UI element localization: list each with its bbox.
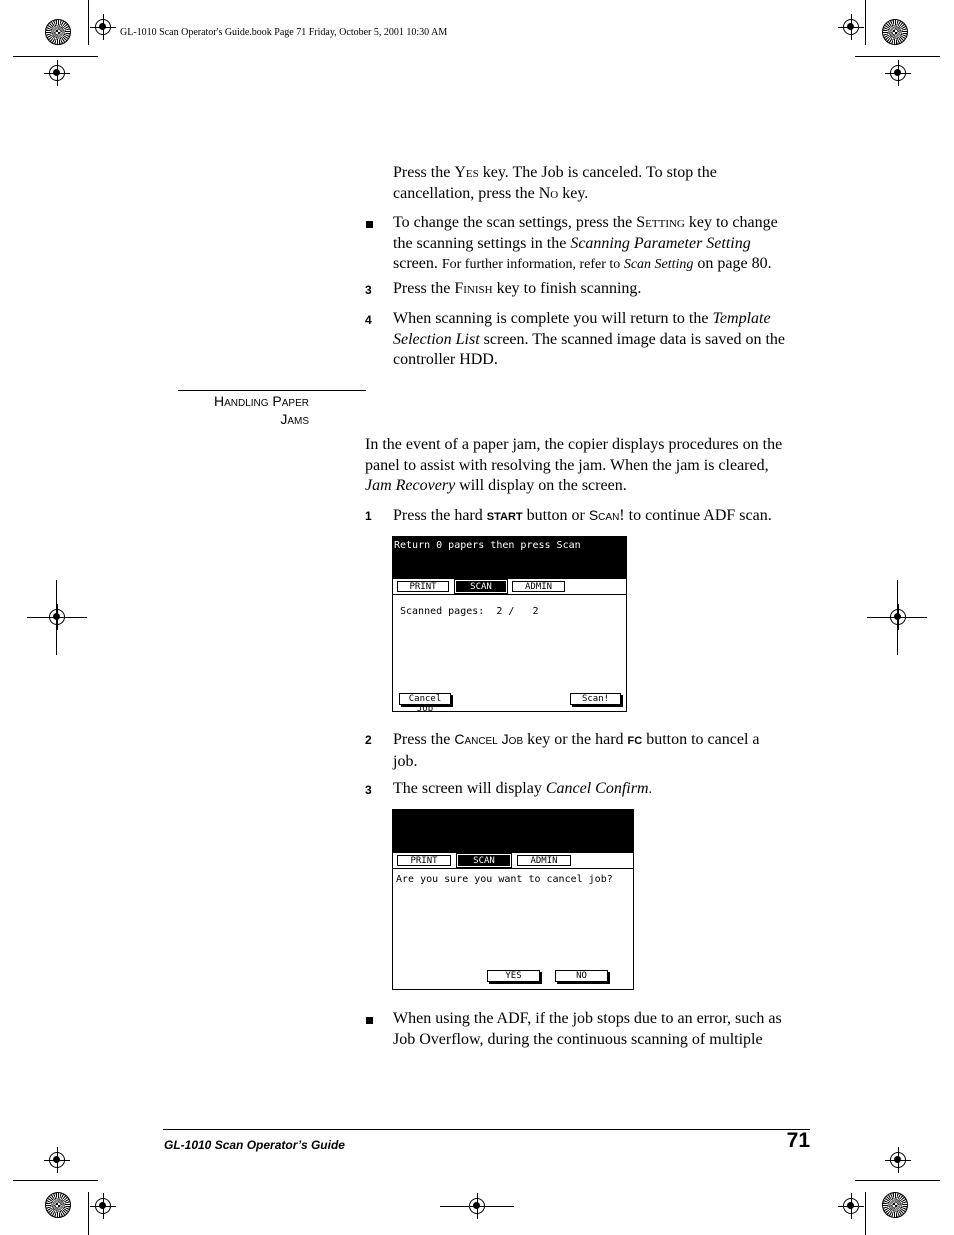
setting-key-label: Setting [636,214,685,231]
step-number: 3 [365,783,372,797]
tab-scan[interactable]: SCAN [458,855,510,866]
cancel-job-key-label: Cancel Job [454,731,524,747]
no-button[interactable]: NO [555,970,608,982]
bullet-icon [366,1017,373,1024]
registration-target-icon [95,1198,111,1214]
finish-key-label: Finish [454,280,493,297]
no-key-label: No [538,184,559,202]
cancel-step-text: Press the Cancel Job key or the hard FC button to cancel a job. [393,731,760,770]
step-number: 2 [365,733,372,747]
confirm-step-text: The screen will display Cancel Confirm. [393,780,653,797]
setting-bullet-text: To change the scan settings, press the Setting key to change the scanning settings in the Scanning Parameter Setting screen. For further information, refer to Scan Setting on page 80. [393,214,778,272]
registration-target-icon [890,1152,906,1168]
scan-key-label: Scan [588,507,620,523]
tab-admin[interactable]: ADMIN [512,581,565,592]
footer-rule [163,1129,810,1130]
registration-target-icon [843,1198,859,1214]
section-rule [178,390,366,391]
jam-intro-paragraph: In the event of a paper jam, the copier displays procedures on the panel to assist with resolving the jam. When the jam is cleared, Jam Recovery will display on the screen. [365,436,783,494]
registration-target-icon [49,1152,65,1168]
step-number: 1 [365,509,372,523]
tab-print[interactable]: PRINT [397,855,451,866]
complete-step-text: When scanning is complete you will return to the Template Selection List screen. The scanned image data is saved on the controller HDD. [393,310,786,368]
registration-target-icon [890,65,906,81]
screen-title-bar: Return 0 papers then press Scan [393,537,626,579]
registration-starburst-icon [45,1192,71,1218]
screen-tab-bar [393,853,633,869]
adf-bullet-text: When using the ADF, if the job stops due to an error, such as Job Overflow, during the continuous scanning of multiple [393,1010,782,1048]
screen-tab-bar [393,579,626,595]
cancel-confirm-question: Are you sure you want to cancel job? [396,874,613,885]
registration-target-icon [843,19,859,35]
section-heading: Handling Paper Jams [213,393,309,427]
scan-button[interactable]: Scan! [570,693,621,705]
registration-target-icon [95,19,111,35]
registration-starburst-icon [45,19,71,45]
start-step-text: Press the hard START button or Scan! to continue ADF scan. [393,507,772,524]
registration-starburst-icon [882,19,908,45]
registration-target-icon [49,65,65,81]
step-number: 4 [365,313,372,327]
tab-scan[interactable]: SCAN [456,581,506,592]
tab-admin[interactable]: ADMIN [517,855,571,866]
screen-title-bar [393,810,633,853]
start-key-label: START [486,511,523,523]
footer-guide-title: GL-1010 Scan Operator’s Guide [164,1138,345,1152]
yes-button[interactable]: YES [487,970,540,982]
cancel-paragraph: Press the Yes key. The Job is canceled. To stop the cancellation, press the No key. [393,164,717,202]
scanned-pages-readout: Scanned pages: 2 / 2 [400,606,539,617]
finish-step-text: Press the Finish key to finish scanning. [393,280,642,297]
page-number: 71 [786,1129,810,1152]
jam-recovery-screenshot [392,536,627,712]
bullet-icon [366,221,373,228]
yes-key-label: Yes [454,164,479,181]
step-number: 3 [365,283,372,297]
file-info-header: GL-1010 Scan Operator's Guide.book Page 71 Friday, October 5, 2001 10:30 AM [120,27,448,38]
cancel-job-button[interactable]: Cancel Job [399,693,451,705]
fc-key-label: FC [627,735,643,747]
scan-setting-reference: Scan Setting [623,257,694,272]
registration-starburst-icon [882,1192,908,1218]
tab-print[interactable]: PRINT [397,581,449,592]
cancel-confirm-screenshot [392,809,634,990]
